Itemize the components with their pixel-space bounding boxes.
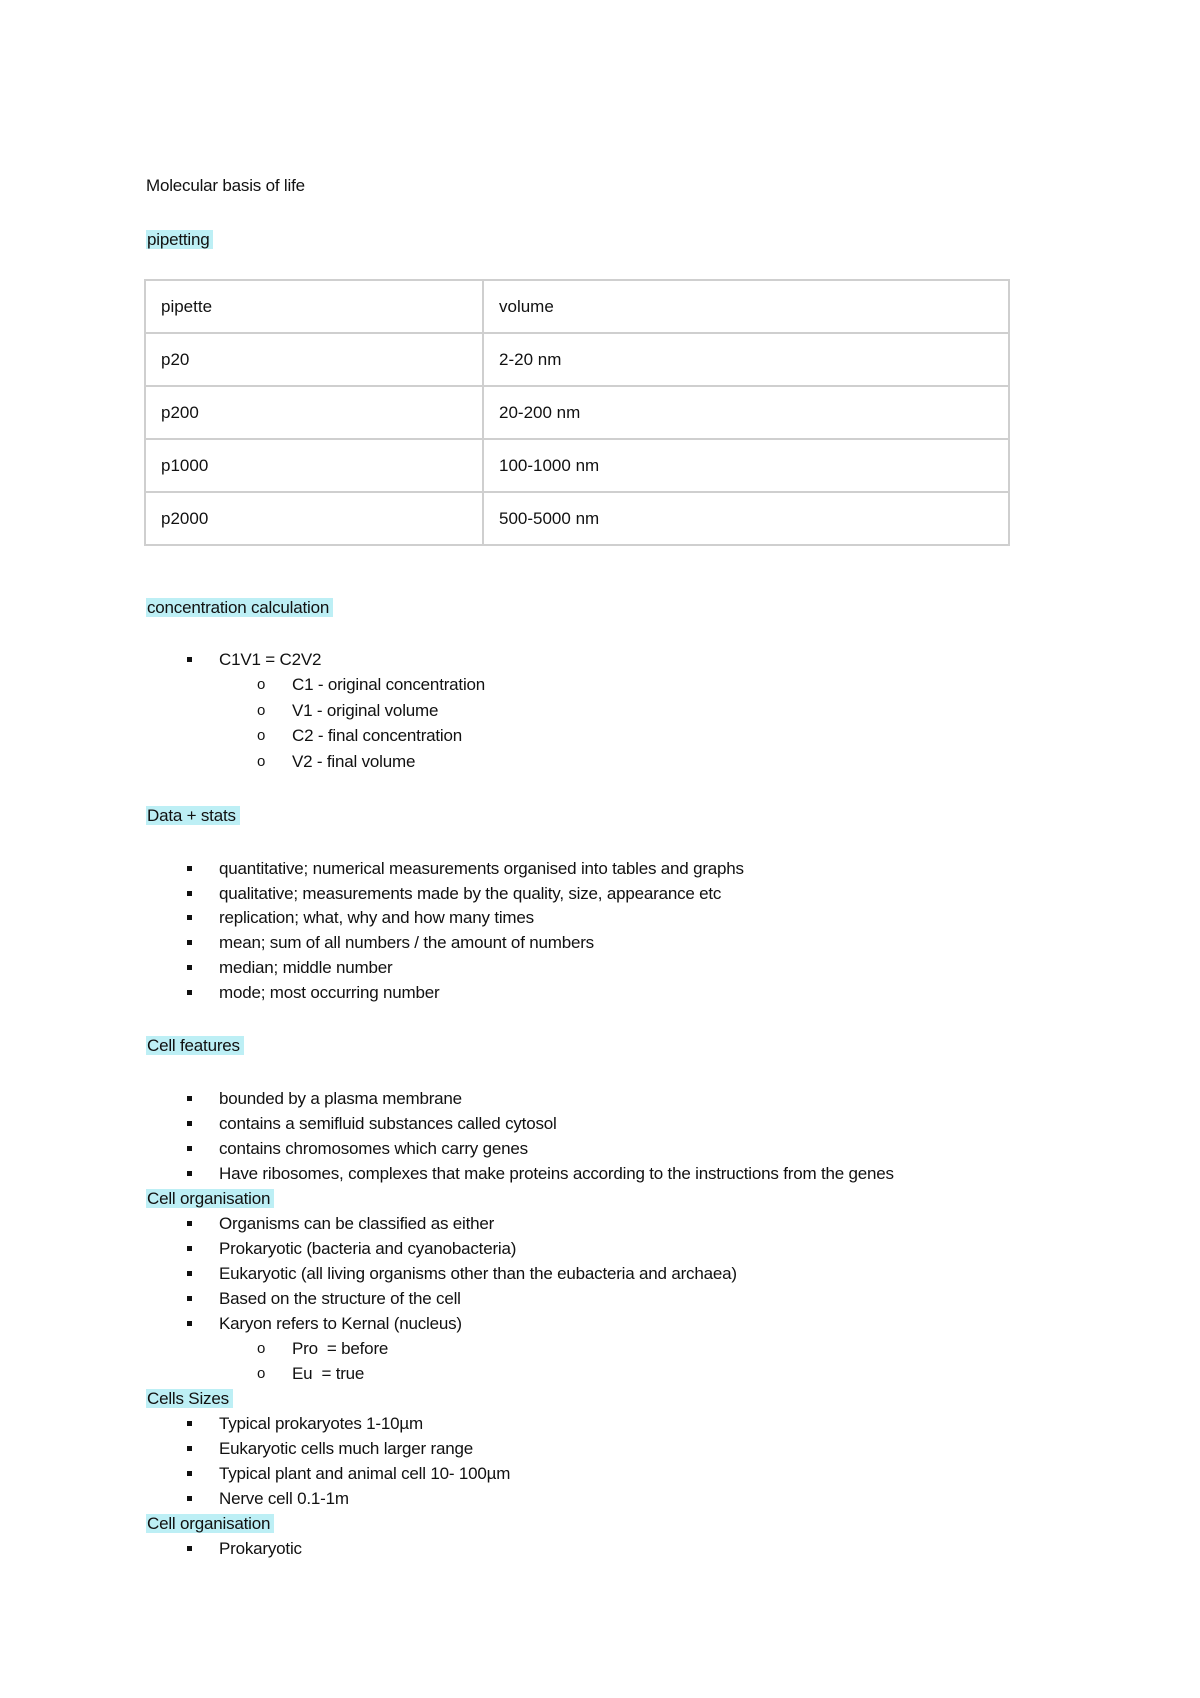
table-cell: 500-5000 nm (483, 492, 1009, 545)
table-cell: 20-200 nm (483, 386, 1009, 439)
bullet-icon (187, 1296, 192, 1301)
list-item: Based on the structure of the cell (219, 1289, 461, 1308)
list-item: Have ribosomes, complexes that make proteins according to the instructions from the genes (219, 1164, 894, 1183)
sub-bullet-icon: o (257, 676, 266, 693)
bullet-icon (187, 990, 192, 995)
bullet-icon (187, 1446, 192, 1451)
heading-concentration: concentration calculation (146, 597, 333, 619)
table-row (145, 386, 1009, 439)
bullet-icon (187, 1146, 192, 1151)
sub-bullet-icon: o (257, 727, 266, 744)
bullet-icon (187, 1221, 192, 1226)
bullet-icon (187, 1096, 192, 1101)
sub-bullet-icon: o (257, 753, 266, 770)
bullet-icon (187, 1171, 192, 1176)
heading-pipetting: pipetting (146, 229, 213, 251)
table-cell: p2000 (145, 492, 483, 545)
sub-bullet-icon: o (257, 1340, 266, 1357)
heading-cell-organisation: Cell organisation (146, 1188, 274, 1210)
list-item: quantitative; numerical measurements organised into tables and graphs (219, 859, 744, 878)
table-row (145, 333, 1009, 386)
sub-list-item: Pro = before (292, 1339, 389, 1358)
sub-bullet-icon: o (257, 1365, 266, 1382)
table-row (145, 492, 1009, 545)
bullet-icon (187, 1496, 192, 1501)
table-cell: p200 (145, 386, 483, 439)
table-cell: 2-20 nm (483, 333, 1009, 386)
table-cell: p20 (145, 333, 483, 386)
list-item: mean; sum of all numbers / the amount of numbers (219, 933, 594, 952)
sub-bullet-icon: o (257, 702, 266, 719)
list-item: qualitative; measurements made by the quality, size, appearance etc (219, 884, 722, 903)
list-item: Eukaryotic cells much larger range (219, 1439, 473, 1458)
list-item: Typical plant and animal cell 10- 100µm (219, 1464, 511, 1483)
table-row (145, 439, 1009, 492)
list-item: Prokaryotic (bacteria and cyanobacteria) (219, 1239, 517, 1258)
bullet-icon (187, 1471, 192, 1476)
list-item: Karyon refers to Kernal (nucleus) (219, 1314, 462, 1333)
bullet-icon (187, 891, 192, 896)
sub-list-item: V2 - final volume (292, 752, 416, 771)
table-cell: p1000 (145, 439, 483, 492)
document-title: Molecular basis of life (146, 176, 305, 195)
bullet-icon (187, 1421, 192, 1426)
list-item: replication; what, why and how many times (219, 908, 534, 927)
heading-cell-sizes: Cells Sizes (146, 1388, 233, 1410)
heading-cell-features: Cell features (146, 1035, 244, 1057)
sub-list-item: C2 - final concentration (292, 726, 463, 745)
list-item: contains a semifluid substances called cytosol (219, 1114, 557, 1133)
list-item: Prokaryotic (219, 1539, 302, 1558)
table-header-cell: pipette (145, 280, 483, 333)
list-item: Nerve cell 0.1-1m (219, 1489, 349, 1508)
bullet-icon (187, 915, 192, 920)
list-item: contains chromosomes which carry genes (219, 1139, 528, 1158)
sub-list-item: Eu = true (292, 1364, 365, 1383)
bullet-icon (187, 1271, 192, 1276)
list-item: mode; most occurring number (219, 983, 440, 1002)
bullet-icon (187, 1546, 192, 1551)
table-header-cell: volume (483, 280, 1009, 333)
table-cell: 100-1000 nm (483, 439, 1009, 492)
bullet-icon (187, 1246, 192, 1251)
heading-data-stats: Data + stats (146, 805, 240, 827)
list-item: Eukaryotic (all living organisms other than the eubacteria and archaea) (219, 1264, 737, 1283)
bullet-icon (187, 965, 192, 970)
bullet-icon (187, 657, 192, 662)
list-item: bounded by a plasma membrane (219, 1089, 462, 1108)
heading-cell-organisation-2: Cell organisation (146, 1513, 274, 1535)
pipette-table (144, 279, 1010, 546)
list-item: median; middle number (219, 958, 393, 977)
bullet-icon (187, 866, 192, 871)
table-header-row (145, 280, 1009, 333)
list-item: C1V1 = C2V2 (219, 650, 322, 669)
sub-list-item: C1 - original concentration (292, 675, 486, 694)
list-item: Organisms can be classified as either (219, 1214, 495, 1233)
sub-list-item: V1 - original volume (292, 701, 439, 720)
bullet-icon (187, 1321, 192, 1326)
bullet-icon (187, 940, 192, 945)
bullet-icon (187, 1121, 192, 1126)
list-item: Typical prokaryotes 1-10µm (219, 1414, 423, 1433)
